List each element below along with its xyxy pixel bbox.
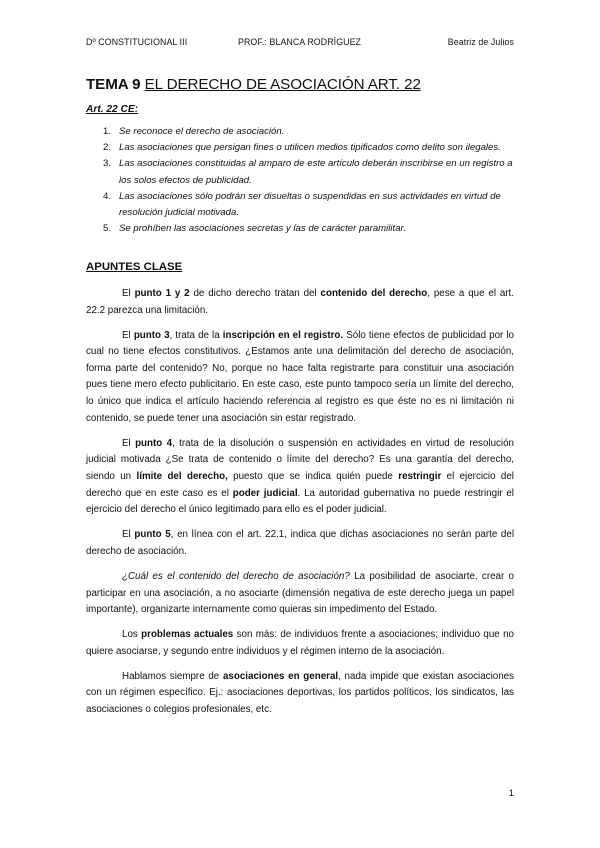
list-item-text: Se prohíben las asociaciones secretas y las de carácter paramilitar.: [119, 223, 407, 235]
list-item-number: 5.: [103, 223, 112, 235]
page-number: 1: [508, 788, 514, 799]
list-item-number: 4.: [103, 190, 112, 202]
article-label: Art. 22 CE:: [86, 104, 139, 115]
header-professor: PROF.: BLANCA RODRÍGUEZ: [238, 37, 362, 47]
page-header: [86, 37, 514, 51]
paragraph: El punto 1 y 2 de dicho derecho tratan del contenido del derecho, pese a que el art. 22.2 parezca una limitación.: [86, 288, 514, 316]
list-item: [86, 156, 514, 188]
list-item-text: Se reconoce el derecho de asociación.: [119, 126, 285, 137]
list-item: [86, 124, 514, 140]
notes-body: [86, 286, 514, 727]
paragraph: Los problemas actuales son más: de individuos frente a asociaciones; individuo que no quiere asociarse, y segundo entre individuos y el régimen interno de la asociación.: [86, 629, 514, 657]
header-author: Beatriz de Julios: [447, 37, 514, 47]
list-item-text: Las asociaciones que persigan fines o utilicen medios tipificados como delito son ilegales.: [119, 142, 501, 154]
page-title: [86, 76, 514, 93]
section-heading: APUNTES CLASE: [86, 261, 183, 273]
title-text: EL DERECHO DE ASOCIACIÓN ART. 22: [144, 76, 421, 93]
title-number: TEMA 9: [86, 76, 141, 93]
list-item-text: Las asociaciones constituidas al amparo de este artículo deberán inscribirse en un registro a los solos efectos de publicidad.: [119, 158, 513, 186]
article-list: [86, 124, 514, 237]
paragraph: El punto 4, trata de la disolución o suspensión en actividades en virtud de resolución judicial motivada ¿Se trata de contenido o límite del derecho? Es una garantía del derecho, siendo un límite del derecho, puesto que se indica quién puede restringir el ejercicio del derecho que en este caso es el poder judicial. La autoridad gubernativa no puede restringir el ejercicio del derecho el único legitimado para ello es el poder judicial.: [86, 437, 514, 516]
list-item-number: 1.: [103, 126, 112, 137]
list-item: [86, 221, 514, 237]
paragraph: Hablamos siempre de asociaciones en general, nada impide que existan asociaciones con un régimen específico. Ej.: asociaciones deportivas, los partidos políticos, los sindicatos, las asociaciones o colegios profesionales, etc.: [86, 670, 515, 716]
list-item: [86, 189, 514, 221]
paragraph: El punto 3, trata de la inscripción en el registro. Sólo tiene efectos de publicidad por lo cual no tiene efectos constitutivos. ¿Estamos ante una delimitación del derecho de asociación, forma parte del contenido? No, porque no hace falta registrarte para constituir una asociación pues tiene mero efecto publicitario. En este caso, este punto tampoco sería un límite del derecho, lo único que indica el artículo haciendo referencia al registro es que éste no es ni limitación ni contenido, se puede tener una asociación sin estar registrado.: [86, 329, 515, 424]
list-item-text: Las asociaciones sólo podrán ser disueltas o suspendidas en sus actividades en virtud de resolución judicial motivada.: [119, 190, 501, 219]
paragraph: ¿Cuál es el contenido del derecho de asociación? La posibilidad de asociarte, crear o participar en una asociación, a no asociarte (dimensión negativa de este derecho juega un papel importante), organizarte internamente como quieras sin impedimento del Estado.: [86, 570, 514, 616]
header-subject: Dº CONSTITUCIONAL III: [86, 37, 188, 47]
list-item: [86, 140, 514, 156]
paragraph: El punto 5, en línea con el art. 22.1, indica que dichas asociaciones no serán parte del derecho de asociación.: [86, 529, 515, 557]
list-item-number: 2.: [103, 142, 112, 154]
list-item-number: 3.: [103, 158, 112, 170]
